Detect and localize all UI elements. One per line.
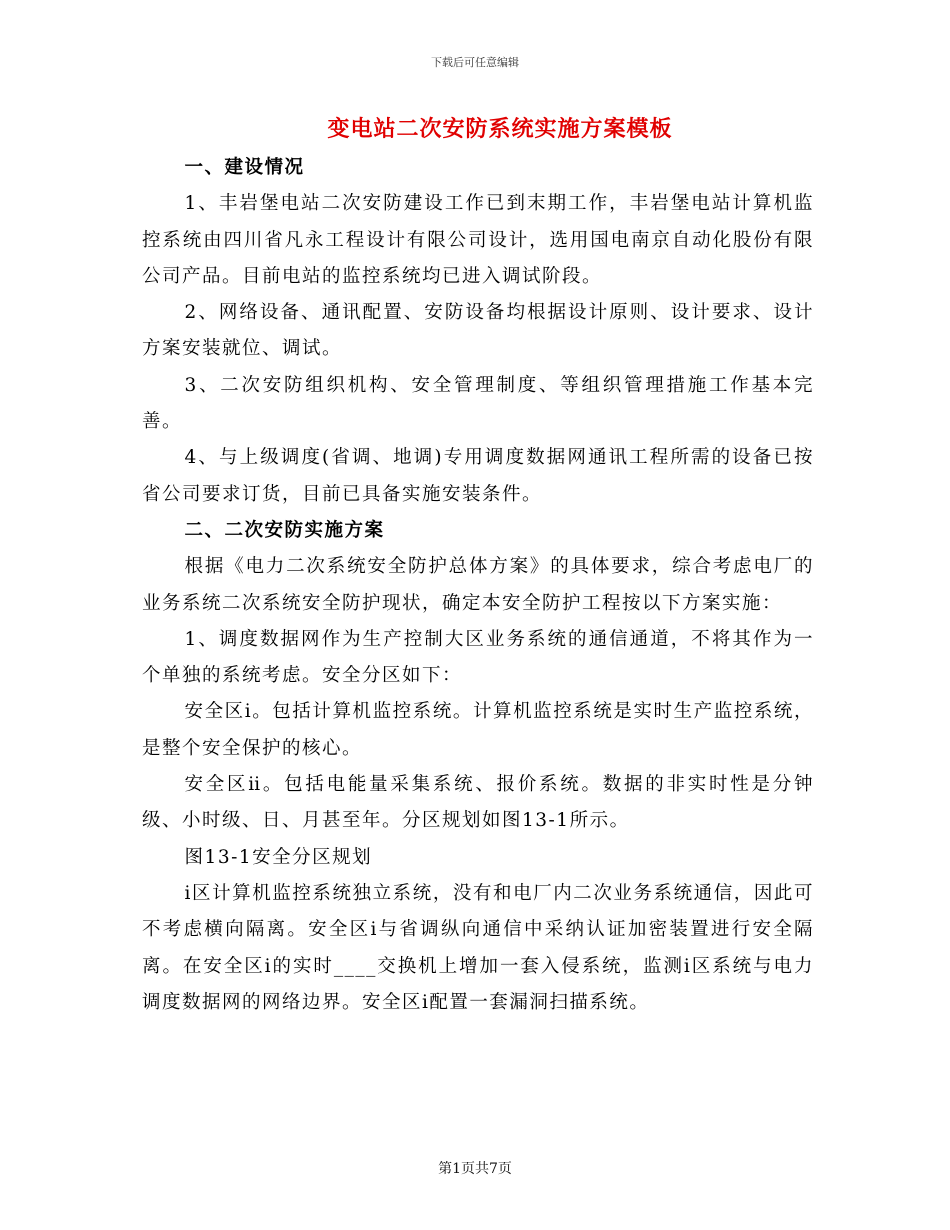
- paragraph-5: 根据《电力二次系统安全防护总体方案》的具体要求，综合考虑电厂的业务系统二次系统安全防护现状，确定本安全防护工程按以下方案实施：: [142, 556, 814, 614]
- paragraph-2: 2、网络设备、通讯配置、安防设备均根据设计原则、设计要求、设计方案安装就位、调试。: [142, 302, 814, 360]
- section-heading-2: 二、二次安防实施方案: [184, 519, 385, 541]
- document-title: 变电站二次安防系统实施方案模板: [327, 116, 673, 142]
- section-heading-1: 一、建设情况: [184, 157, 305, 178]
- paragraph-7: 安全区ⅰ。包括计算机监控系统。计算机监控系统是实时生产监控系统，是整个安全保护的核心。: [142, 701, 814, 759]
- paragraph-8: 安全区ⅱ。包括电能量采集系统、报价系统。数据的非实时性是分钟级、小时级、日、月甚至年。分区规划如图13-1所示。: [142, 774, 814, 832]
- paragraph-10: ⅰ区计算机监控系统独立系统，没有和电厂内二次业务系统通信，因此可不考虑横向隔离。安全区ⅰ与省调纵向通信中采纳认证加密装置进行安全隔离。在安全区ⅰ的实时____交换机上增加一套入侵系统，监测ⅰ区系统与电力调度数据网的网络边界。安全区ⅰ配置一套漏洞扫描系统。: [142, 882, 814, 1013]
- header-note: 下载后可任意编辑: [431, 56, 519, 69]
- paragraph-6: 1、调度数据网作为生产控制大区业务系统的通信通道，不将其作为一个单独的系统考虑。安全分区如下：: [142, 628, 814, 687]
- figure-caption: 图13-1安全分区规划: [184, 846, 373, 868]
- paragraph-1: 1、丰岩堡电站二次安防建设工作已到末期工作，丰岩堡电站计算机监控系统由四川省凡永工程设计有限公司设计，选用国电南京自动化股份有限公司产品。目前电站的监控系统均已进入调试阶段。: [142, 193, 814, 287]
- document-body: [142, 150, 814, 1021]
- page-number: 第1页共7页: [438, 1161, 512, 1177]
- paragraph-4: 4、与上级调度(省调、地调)专用调度数据网通讯工程所需的设备已按省公司要求订货，目前已具备实施安装条件。: [142, 447, 814, 505]
- paragraph-3: 3、二次安防组织机构、安全管理制度、等组织管理措施工作基本完善。: [142, 374, 814, 433]
